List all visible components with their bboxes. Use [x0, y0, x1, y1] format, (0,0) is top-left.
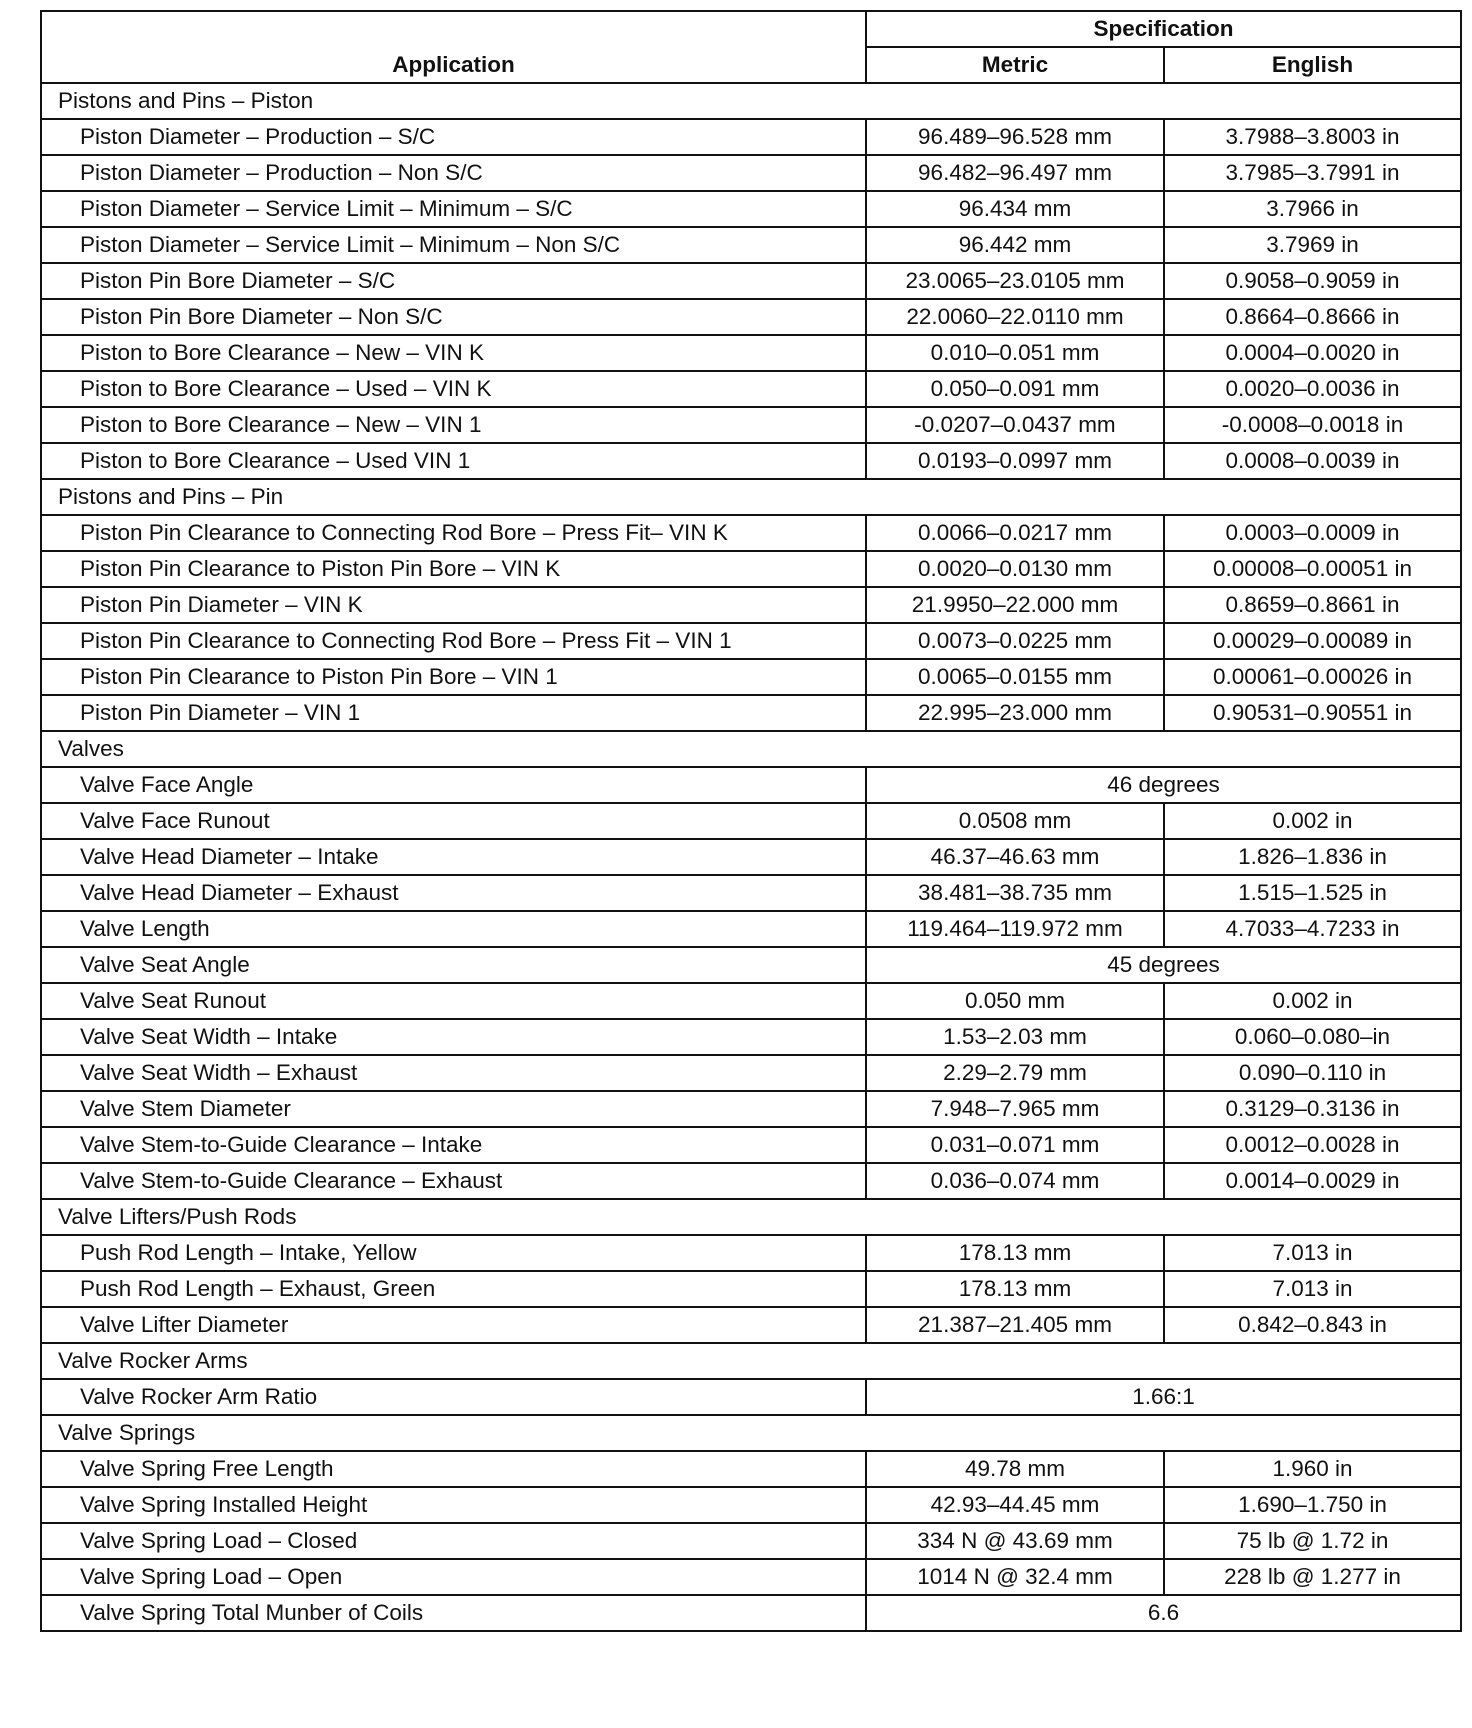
metric-value: 0.0508 mm: [866, 803, 1164, 839]
section-title: Pistons and Pins – Piston: [41, 83, 1461, 119]
section-title: Valve Rocker Arms: [41, 1343, 1461, 1379]
metric-value: 22.995–23.000 mm: [866, 695, 1164, 731]
english-value: 3.7988–3.8003 in: [1164, 119, 1461, 155]
merged-value: 45 degrees: [866, 947, 1461, 983]
table-row: [41, 407, 1461, 443]
metric-value: 0.0073–0.0225 mm: [866, 623, 1164, 659]
table-body: [41, 83, 1461, 1631]
english-value: 4.7033–4.7233 in: [1164, 911, 1461, 947]
section-title: Valves: [41, 731, 1461, 767]
row-label: Piston to Bore Clearance – Used – VIN K: [41, 371, 866, 407]
section-header-row: [41, 1343, 1461, 1379]
row-label: Piston to Bore Clearance – Used VIN 1: [41, 443, 866, 479]
row-label: Valve Face Angle: [41, 767, 866, 803]
table-row: [41, 803, 1461, 839]
english-value: 0.090–0.110 in: [1164, 1055, 1461, 1091]
table-row: [41, 587, 1461, 623]
english-value: 0.060–0.080–in: [1164, 1019, 1461, 1055]
table-row: [41, 1019, 1461, 1055]
english-value: 7.013 in: [1164, 1235, 1461, 1271]
metric-value: 96.482–96.497 mm: [866, 155, 1164, 191]
english-value: 7.013 in: [1164, 1271, 1461, 1307]
english-value: 0.0020–0.0036 in: [1164, 371, 1461, 407]
english-value: 0.0012–0.0028 in: [1164, 1127, 1461, 1163]
row-label: Valve Spring Installed Height: [41, 1487, 866, 1523]
english-value: -0.0008–0.0018 in: [1164, 407, 1461, 443]
row-label: Valve Spring Load – Open: [41, 1559, 866, 1595]
metric-value: 22.0060–22.0110 mm: [866, 299, 1164, 335]
table-row: [41, 119, 1461, 155]
row-label: Piston Pin Clearance to Piston Pin Bore – VIN 1: [41, 659, 866, 695]
row-label: Piston Pin Bore Diameter – Non S/C: [41, 299, 866, 335]
table-row: [41, 1091, 1461, 1127]
row-label: Push Rod Length – Intake, Yellow: [41, 1235, 866, 1271]
table-row: [41, 1451, 1461, 1487]
metric-value: 38.481–38.735 mm: [866, 875, 1164, 911]
table-row: [41, 839, 1461, 875]
header-specification: Specification: [866, 11, 1461, 47]
table-row: [41, 1235, 1461, 1271]
english-value: 75 lb @ 1.72 in: [1164, 1523, 1461, 1559]
metric-value: 0.010–0.051 mm: [866, 335, 1164, 371]
table-row: [41, 983, 1461, 1019]
english-value: 0.90531–0.90551 in: [1164, 695, 1461, 731]
table-row: [41, 551, 1461, 587]
metric-value: 0.050 mm: [866, 983, 1164, 1019]
table-row: [41, 1559, 1461, 1595]
english-value: 0.0004–0.0020 in: [1164, 335, 1461, 371]
row-label: Piston Diameter – Production – S/C: [41, 119, 866, 155]
english-value: 0.00029–0.00089 in: [1164, 623, 1461, 659]
table-row: [41, 875, 1461, 911]
table-row: [41, 659, 1461, 695]
english-value: 0.002 in: [1164, 983, 1461, 1019]
row-label: Piston to Bore Clearance – New – VIN 1: [41, 407, 866, 443]
row-label: Valve Seat Width – Exhaust: [41, 1055, 866, 1091]
metric-value: 178.13 mm: [866, 1235, 1164, 1271]
table-row: [41, 695, 1461, 731]
table-row: [41, 1163, 1461, 1199]
row-label: Push Rod Length – Exhaust, Green: [41, 1271, 866, 1307]
metric-value: 0.031–0.071 mm: [866, 1127, 1164, 1163]
table-row: [41, 263, 1461, 299]
table-row: [41, 1307, 1461, 1343]
table-row: [41, 623, 1461, 659]
row-label: Valve Spring Free Length: [41, 1451, 866, 1487]
table-row: [41, 911, 1461, 947]
english-value: 0.842–0.843 in: [1164, 1307, 1461, 1343]
english-value: 1.826–1.836 in: [1164, 839, 1461, 875]
table-row: [41, 1271, 1461, 1307]
header-english: English: [1164, 47, 1461, 83]
metric-value: 49.78 mm: [866, 1451, 1164, 1487]
row-label: Piston Pin Diameter – VIN K: [41, 587, 866, 623]
merged-value: 6.6: [866, 1595, 1461, 1631]
metric-value: 21.387–21.405 mm: [866, 1307, 1164, 1343]
section-header-row: [41, 1415, 1461, 1451]
header-row-top: [41, 11, 1461, 47]
english-value: 1.960 in: [1164, 1451, 1461, 1487]
table-row: [41, 155, 1461, 191]
row-label: Valve Length: [41, 911, 866, 947]
metric-value: 42.93–44.45 mm: [866, 1487, 1164, 1523]
row-label: Valve Face Runout: [41, 803, 866, 839]
table-row: [41, 371, 1461, 407]
english-value: 3.7969 in: [1164, 227, 1461, 263]
metric-value: 2.29–2.79 mm: [866, 1055, 1164, 1091]
metric-value: 96.442 mm: [866, 227, 1164, 263]
metric-value: -0.0207–0.0437 mm: [866, 407, 1164, 443]
row-label: Valve Stem-to-Guide Clearance – Exhaust: [41, 1163, 866, 1199]
header-application: Application: [41, 11, 866, 83]
metric-value: 0.0020–0.0130 mm: [866, 551, 1164, 587]
english-value: 0.9058–0.9059 in: [1164, 263, 1461, 299]
section-header-row: [41, 83, 1461, 119]
row-label: Valve Seat Runout: [41, 983, 866, 1019]
row-label: Piston Pin Clearance to Connecting Rod Bore – Press Fit– VIN K: [41, 515, 866, 551]
row-label: Piston Pin Bore Diameter – S/C: [41, 263, 866, 299]
row-label: Valve Stem-to-Guide Clearance – Intake: [41, 1127, 866, 1163]
row-label: Piston Pin Clearance to Connecting Rod Bore – Press Fit – VIN 1: [41, 623, 866, 659]
metric-value: 1014 N @ 32.4 mm: [866, 1559, 1164, 1595]
merged-value: 1.66:1: [866, 1379, 1461, 1415]
section-header-row: [41, 1199, 1461, 1235]
english-value: 0.8664–0.8666 in: [1164, 299, 1461, 335]
section-header-row: [41, 479, 1461, 515]
row-label: Piston Pin Clearance to Piston Pin Bore – VIN K: [41, 551, 866, 587]
row-label: Valve Lifter Diameter: [41, 1307, 866, 1343]
row-label: Valve Seat Angle: [41, 947, 866, 983]
english-value: 0.00061–0.00026 in: [1164, 659, 1461, 695]
english-value: 0.002 in: [1164, 803, 1461, 839]
table-row: [41, 443, 1461, 479]
metric-value: 119.464–119.972 mm: [866, 911, 1164, 947]
row-label: Valve Rocker Arm Ratio: [41, 1379, 866, 1415]
metric-value: 0.050–0.091 mm: [866, 371, 1164, 407]
metric-value: 1.53–2.03 mm: [866, 1019, 1164, 1055]
metric-value: 96.489–96.528 mm: [866, 119, 1164, 155]
row-label: Valve Spring Total Munber of Coils: [41, 1595, 866, 1631]
metric-value: 23.0065–23.0105 mm: [866, 263, 1164, 299]
table-row: [41, 1595, 1461, 1631]
table-row: [41, 767, 1461, 803]
table-row: [41, 1127, 1461, 1163]
section-title: Valve Springs: [41, 1415, 1461, 1451]
table-row: [41, 1055, 1461, 1091]
english-value: 0.0003–0.0009 in: [1164, 515, 1461, 551]
table-row: [41, 947, 1461, 983]
english-value: 0.8659–0.8661 in: [1164, 587, 1461, 623]
english-value: 0.00008–0.00051 in: [1164, 551, 1461, 587]
metric-value: 7.948–7.965 mm: [866, 1091, 1164, 1127]
table-row: [41, 1523, 1461, 1559]
english-value: 1.515–1.525 in: [1164, 875, 1461, 911]
metric-value: 0.0066–0.0217 mm: [866, 515, 1164, 551]
header-metric: Metric: [866, 47, 1164, 83]
metric-value: 178.13 mm: [866, 1271, 1164, 1307]
metric-value: 0.0193–0.0997 mm: [866, 443, 1164, 479]
metric-value: 334 N @ 43.69 mm: [866, 1523, 1164, 1559]
spec-table: [40, 10, 1462, 1632]
table-row: [41, 227, 1461, 263]
english-value: 228 lb @ 1.277 in: [1164, 1559, 1461, 1595]
english-value: 0.0014–0.0029 in: [1164, 1163, 1461, 1199]
english-value: 3.7985–3.7991 in: [1164, 155, 1461, 191]
table-row: [41, 515, 1461, 551]
section-title: Pistons and Pins – Pin: [41, 479, 1461, 515]
row-label: Piston to Bore Clearance – New – VIN K: [41, 335, 866, 371]
section-header-row: [41, 731, 1461, 767]
metric-value: 21.9950–22.000 mm: [866, 587, 1164, 623]
row-label: Piston Diameter – Production – Non S/C: [41, 155, 866, 191]
row-label: Piston Diameter – Service Limit – Minimum – S/C: [41, 191, 866, 227]
row-label: Valve Spring Load – Closed: [41, 1523, 866, 1559]
table-row: [41, 335, 1461, 371]
row-label: Valve Seat Width – Intake: [41, 1019, 866, 1055]
row-label: Valve Stem Diameter: [41, 1091, 866, 1127]
row-label: Valve Head Diameter – Exhaust: [41, 875, 866, 911]
metric-value: 96.434 mm: [866, 191, 1164, 227]
table-header: [41, 11, 1461, 83]
english-value: 0.0008–0.0039 in: [1164, 443, 1461, 479]
metric-value: 0.0065–0.0155 mm: [866, 659, 1164, 695]
row-label: Piston Pin Diameter – VIN 1: [41, 695, 866, 731]
row-label: Valve Head Diameter – Intake: [41, 839, 866, 875]
table-row: [41, 299, 1461, 335]
table-row: [41, 191, 1461, 227]
metric-value: 0.036–0.074 mm: [866, 1163, 1164, 1199]
english-value: 3.7966 in: [1164, 191, 1461, 227]
english-value: 0.3129–0.3136 in: [1164, 1091, 1461, 1127]
table-row: [41, 1379, 1461, 1415]
table-row: [41, 1487, 1461, 1523]
section-title: Valve Lifters/Push Rods: [41, 1199, 1461, 1235]
metric-value: 46.37–46.63 mm: [866, 839, 1164, 875]
merged-value: 46 degrees: [866, 767, 1461, 803]
english-value: 1.690–1.750 in: [1164, 1487, 1461, 1523]
row-label: Piston Diameter – Service Limit – Minimum – Non S/C: [41, 227, 866, 263]
